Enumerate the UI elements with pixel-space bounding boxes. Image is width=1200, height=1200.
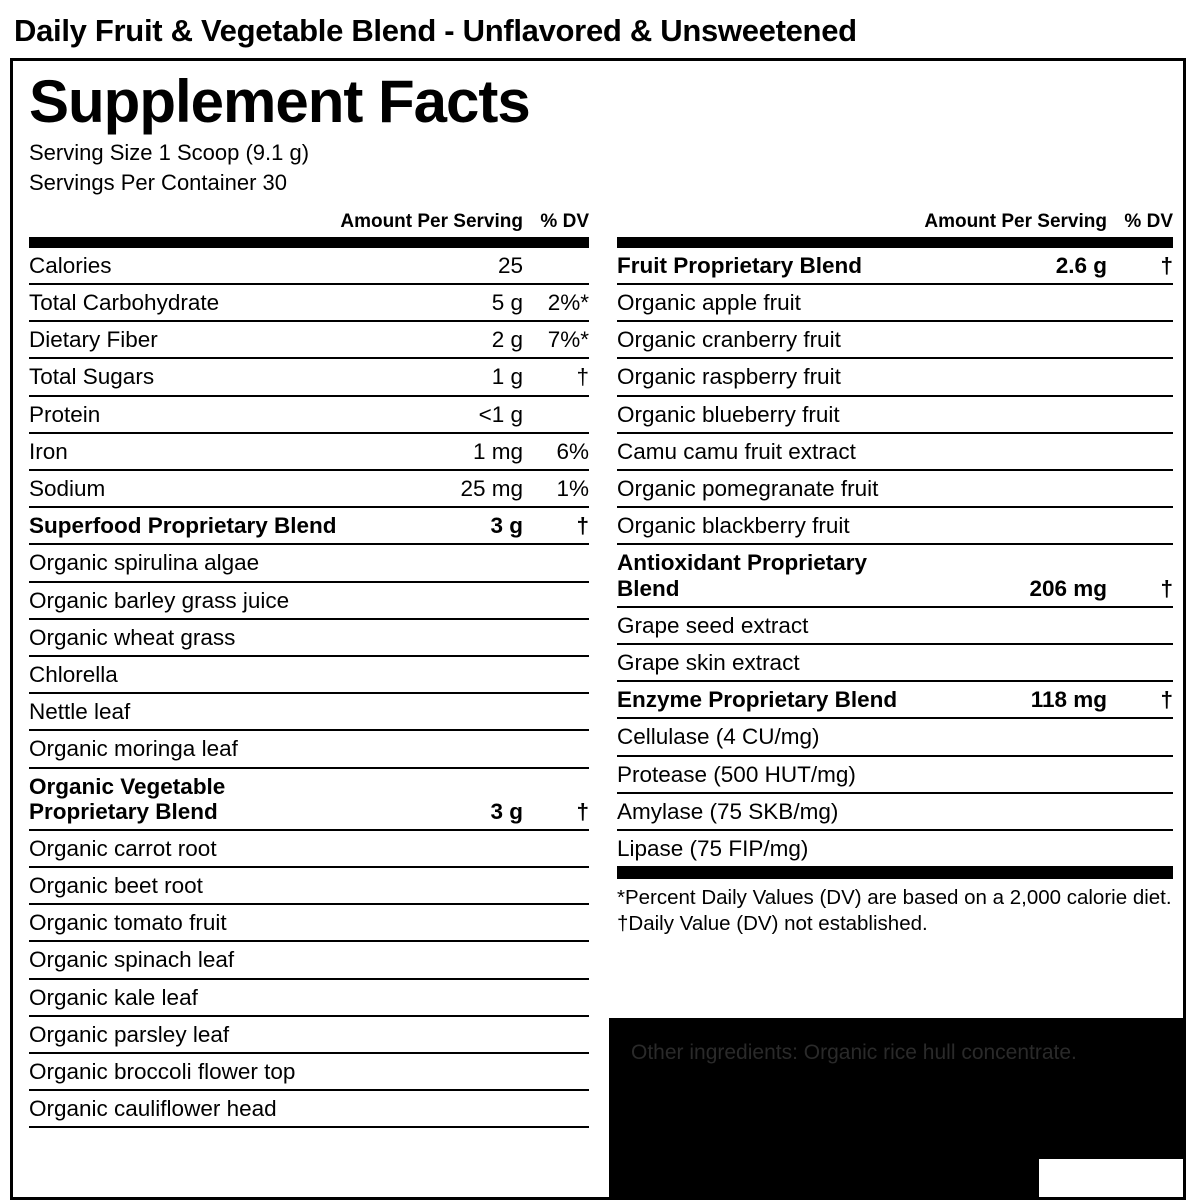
- table-row: [29, 507, 589, 544]
- row-daily-value: [523, 730, 589, 767]
- table-row: [617, 830, 1173, 867]
- row-daily-value: [1107, 433, 1173, 470]
- right-table-body: [617, 248, 1173, 867]
- row-label: Organic cranberry fruit: [617, 321, 924, 358]
- left-table-body: [29, 248, 589, 1128]
- row-label: Organic spirulina algae: [29, 544, 340, 581]
- row-label: Amylase (75 SKB/mg): [617, 793, 924, 830]
- header-spacer: [29, 206, 340, 237]
- row-label: Enzyme Proprietary Blend: [617, 681, 924, 718]
- footnote-dagger: †Daily Value (DV) not established.: [617, 911, 928, 935]
- row-label: Protease (500 HUT/mg): [617, 756, 924, 793]
- row-daily-value: †: [523, 507, 589, 544]
- row-amount: [340, 693, 523, 730]
- row-amount: 1 mg: [340, 433, 523, 470]
- row-amount: 25: [340, 248, 523, 284]
- row-daily-value: 1%: [523, 470, 589, 507]
- row-label: Superfood Proprietary Blend: [29, 507, 340, 544]
- row-label: Organic parsley leaf: [29, 1016, 340, 1053]
- serving-size: Serving Size 1 Scoop (9.1 g): [29, 140, 310, 166]
- nutrient-table-left: [29, 206, 589, 1129]
- row-label: Organic apple fruit: [617, 284, 924, 321]
- row-daily-value: †: [523, 768, 589, 830]
- row-amount: [924, 718, 1107, 755]
- row-daily-value: 2%*: [523, 284, 589, 321]
- other-ingredients-text: Other ingredients: Organic rice hull concentrate.: [631, 1041, 1077, 1065]
- table-row: [617, 756, 1173, 793]
- row-amount: [924, 607, 1107, 644]
- row-amount: 2 g: [340, 321, 523, 358]
- row-label: Organic Vegetable Proprietary Blend: [29, 768, 340, 830]
- row-amount: 5 g: [340, 284, 523, 321]
- facts-columns: [29, 206, 1173, 1129]
- table-row: [617, 248, 1173, 284]
- header-spacer: [617, 206, 924, 237]
- row-daily-value: [1107, 507, 1173, 544]
- row-label: Nettle leaf: [29, 693, 340, 730]
- table-row: [29, 396, 589, 433]
- row-amount: [340, 979, 523, 1016]
- row-amount: 2.6 g: [924, 248, 1107, 284]
- rule: [617, 237, 1173, 248]
- supplement-facts-panel: [10, 58, 1186, 1200]
- row-label: Antioxidant Proprietary Blend: [617, 544, 924, 606]
- row-daily-value: [523, 941, 589, 978]
- table-row: [617, 718, 1173, 755]
- table-row: [617, 284, 1173, 321]
- row-daily-value: [523, 693, 589, 730]
- row-amount: 1 g: [340, 358, 523, 395]
- table-row: [29, 470, 589, 507]
- table-row: [617, 321, 1173, 358]
- header-amount-per-serving: Amount Per Serving: [340, 210, 523, 232]
- header-percent-dv: % DV: [540, 210, 589, 232]
- table-row: [29, 979, 589, 1016]
- row-amount: [340, 867, 523, 904]
- row-label: Organic kale leaf: [29, 979, 340, 1016]
- row-label: Cellulase (4 CU/mg): [617, 718, 924, 755]
- row-amount: 3 g: [340, 507, 523, 544]
- row-label: Total Carbohydrate: [29, 284, 340, 321]
- row-daily-value: [523, 979, 589, 1016]
- row-amount: [924, 830, 1107, 867]
- row-amount: [340, 544, 523, 581]
- row-daily-value: [523, 1016, 589, 1053]
- table-row: [617, 433, 1173, 470]
- table-row: [29, 321, 589, 358]
- row-amount: [340, 941, 523, 978]
- table-row: [617, 396, 1173, 433]
- row-amount: [340, 619, 523, 656]
- row-daily-value: [523, 1090, 589, 1127]
- row-amount: [924, 507, 1107, 544]
- table-row: [29, 1053, 589, 1090]
- row-amount: [924, 284, 1107, 321]
- rule: [29, 237, 589, 248]
- row-amount: [924, 433, 1107, 470]
- row-label: Organic spinach leaf: [29, 941, 340, 978]
- header-thick-rule: [617, 237, 1173, 248]
- row-daily-value: [523, 544, 589, 581]
- row-amount: [924, 358, 1107, 395]
- table-row: [29, 867, 589, 904]
- row-label: Organic tomato fruit: [29, 904, 340, 941]
- row-amount: [340, 1053, 523, 1090]
- panel-heading: Supplement Facts: [29, 68, 530, 136]
- table-row: [29, 768, 589, 830]
- row-amount: <1 g: [340, 396, 523, 433]
- table-row: [29, 730, 589, 767]
- row-daily-value: [1107, 358, 1173, 395]
- row-daily-value: 7%*: [523, 321, 589, 358]
- table-row: [617, 470, 1173, 507]
- table-row: [617, 544, 1173, 606]
- row-daily-value: [523, 867, 589, 904]
- row-daily-value: [1107, 321, 1173, 358]
- row-daily-value: 6%: [523, 433, 589, 470]
- row-label: Organic broccoli flower top: [29, 1053, 340, 1090]
- table-row: [29, 941, 589, 978]
- row-daily-value: [1107, 718, 1173, 755]
- row-amount: [340, 904, 523, 941]
- table-row: [29, 544, 589, 581]
- header-thick-rule: [29, 237, 589, 248]
- row-daily-value: [523, 248, 589, 284]
- header-amount-per-serving: Amount Per Serving: [924, 210, 1107, 232]
- footnote-daily-value: *Percent Daily Values (DV) are based on a 2,000 calorie diet.: [617, 886, 1172, 910]
- header-percent-dv: % DV: [1124, 210, 1173, 232]
- row-daily-value: [1107, 644, 1173, 681]
- footnotes: [617, 879, 1173, 936]
- table-row: [29, 248, 589, 284]
- row-label: Organic beet root: [29, 867, 340, 904]
- row-daily-value: [1107, 830, 1173, 867]
- row-amount: 3 g: [340, 768, 523, 830]
- table-row: [617, 358, 1173, 395]
- row-daily-value: [1107, 793, 1173, 830]
- row-daily-value: [523, 904, 589, 941]
- row-daily-value: [1107, 470, 1173, 507]
- table-row: [29, 656, 589, 693]
- row-label: Organic carrot root: [29, 830, 340, 867]
- facts-column-right: [617, 206, 1173, 937]
- row-label: Organic pomegranate fruit: [617, 470, 924, 507]
- row-daily-value: [523, 1053, 589, 1090]
- row-amount: [340, 1090, 523, 1127]
- row-daily-value: [1107, 607, 1173, 644]
- row-label: Organic cauliflower head: [29, 1090, 340, 1127]
- table-row: [29, 1090, 589, 1127]
- row-daily-value: [523, 619, 589, 656]
- row-daily-value: [523, 656, 589, 693]
- table-row: [29, 619, 589, 656]
- row-label: Grape skin extract: [617, 644, 924, 681]
- row-amount: [924, 793, 1107, 830]
- row-amount: [924, 470, 1107, 507]
- row-label: Total Sugars: [29, 358, 340, 395]
- row-daily-value: [523, 396, 589, 433]
- row-amount: [340, 1016, 523, 1053]
- row-label: Grape seed extract: [617, 607, 924, 644]
- nutrient-table-right: [617, 206, 1173, 868]
- row-amount: 206 mg: [924, 544, 1107, 606]
- table-row: [29, 904, 589, 941]
- row-daily-value: [523, 582, 589, 619]
- row-label: Lipase (75 FIP/mg): [617, 830, 924, 867]
- table-row: [29, 433, 589, 470]
- table-row: [617, 607, 1173, 644]
- row-label: Protein: [29, 396, 340, 433]
- row-daily-value: [1107, 284, 1173, 321]
- table-row: [29, 582, 589, 619]
- row-amount: [340, 656, 523, 693]
- column-header-row: [617, 206, 1173, 237]
- row-label: Camu camu fruit extract: [617, 433, 924, 470]
- row-label: Organic blueberry fruit: [617, 396, 924, 433]
- row-amount: 118 mg: [924, 681, 1107, 718]
- row-amount: [340, 582, 523, 619]
- row-amount: [924, 396, 1107, 433]
- table-row: [29, 830, 589, 867]
- table-row: [617, 507, 1173, 544]
- table-row: [617, 681, 1173, 718]
- row-label: Sodium: [29, 470, 340, 507]
- row-label: Chlorella: [29, 656, 340, 693]
- row-amount: [340, 830, 523, 867]
- row-daily-value: †: [1107, 681, 1173, 718]
- product-title: Daily Fruit & Vegetable Blend - Unflavored & Unsweetened: [14, 13, 857, 48]
- table-row: [29, 1016, 589, 1053]
- row-label: Organic barley grass juice: [29, 582, 340, 619]
- table-row: [29, 358, 589, 395]
- left-table-head: [29, 206, 589, 248]
- right-table-head: [617, 206, 1173, 248]
- table-row: [617, 644, 1173, 681]
- column-header-row: [29, 206, 589, 237]
- servings-per-container: Servings Per Container 30: [29, 169, 288, 195]
- facts-column-left: [29, 206, 589, 1129]
- row-label: Organic raspberry fruit: [617, 358, 924, 395]
- row-amount: [924, 644, 1107, 681]
- row-amount: [924, 756, 1107, 793]
- table-row: [29, 284, 589, 321]
- row-label: Organic wheat grass: [29, 619, 340, 656]
- row-daily-value: †: [1107, 544, 1173, 606]
- row-label: Fruit Proprietary Blend: [617, 248, 924, 284]
- row-label: Dietary Fiber: [29, 321, 340, 358]
- panel-inner: [13, 61, 1183, 1128]
- footnote-divider: [617, 868, 1173, 879]
- row-daily-value: †: [523, 358, 589, 395]
- row-daily-value: †: [1107, 248, 1173, 284]
- row-amount: [340, 730, 523, 767]
- row-daily-value: [1107, 396, 1173, 433]
- row-daily-value: [1107, 756, 1173, 793]
- table-row: [617, 793, 1173, 830]
- row-label: Calories: [29, 248, 340, 284]
- row-label: Iron: [29, 433, 340, 470]
- row-label: Organic moringa leaf: [29, 730, 340, 767]
- row-daily-value: [523, 830, 589, 867]
- row-amount: 25 mg: [340, 470, 523, 507]
- block-notch: [1039, 1159, 1186, 1200]
- row-amount: [924, 321, 1107, 358]
- row-label: Organic blackberry fruit: [617, 507, 924, 544]
- table-row: [29, 693, 589, 730]
